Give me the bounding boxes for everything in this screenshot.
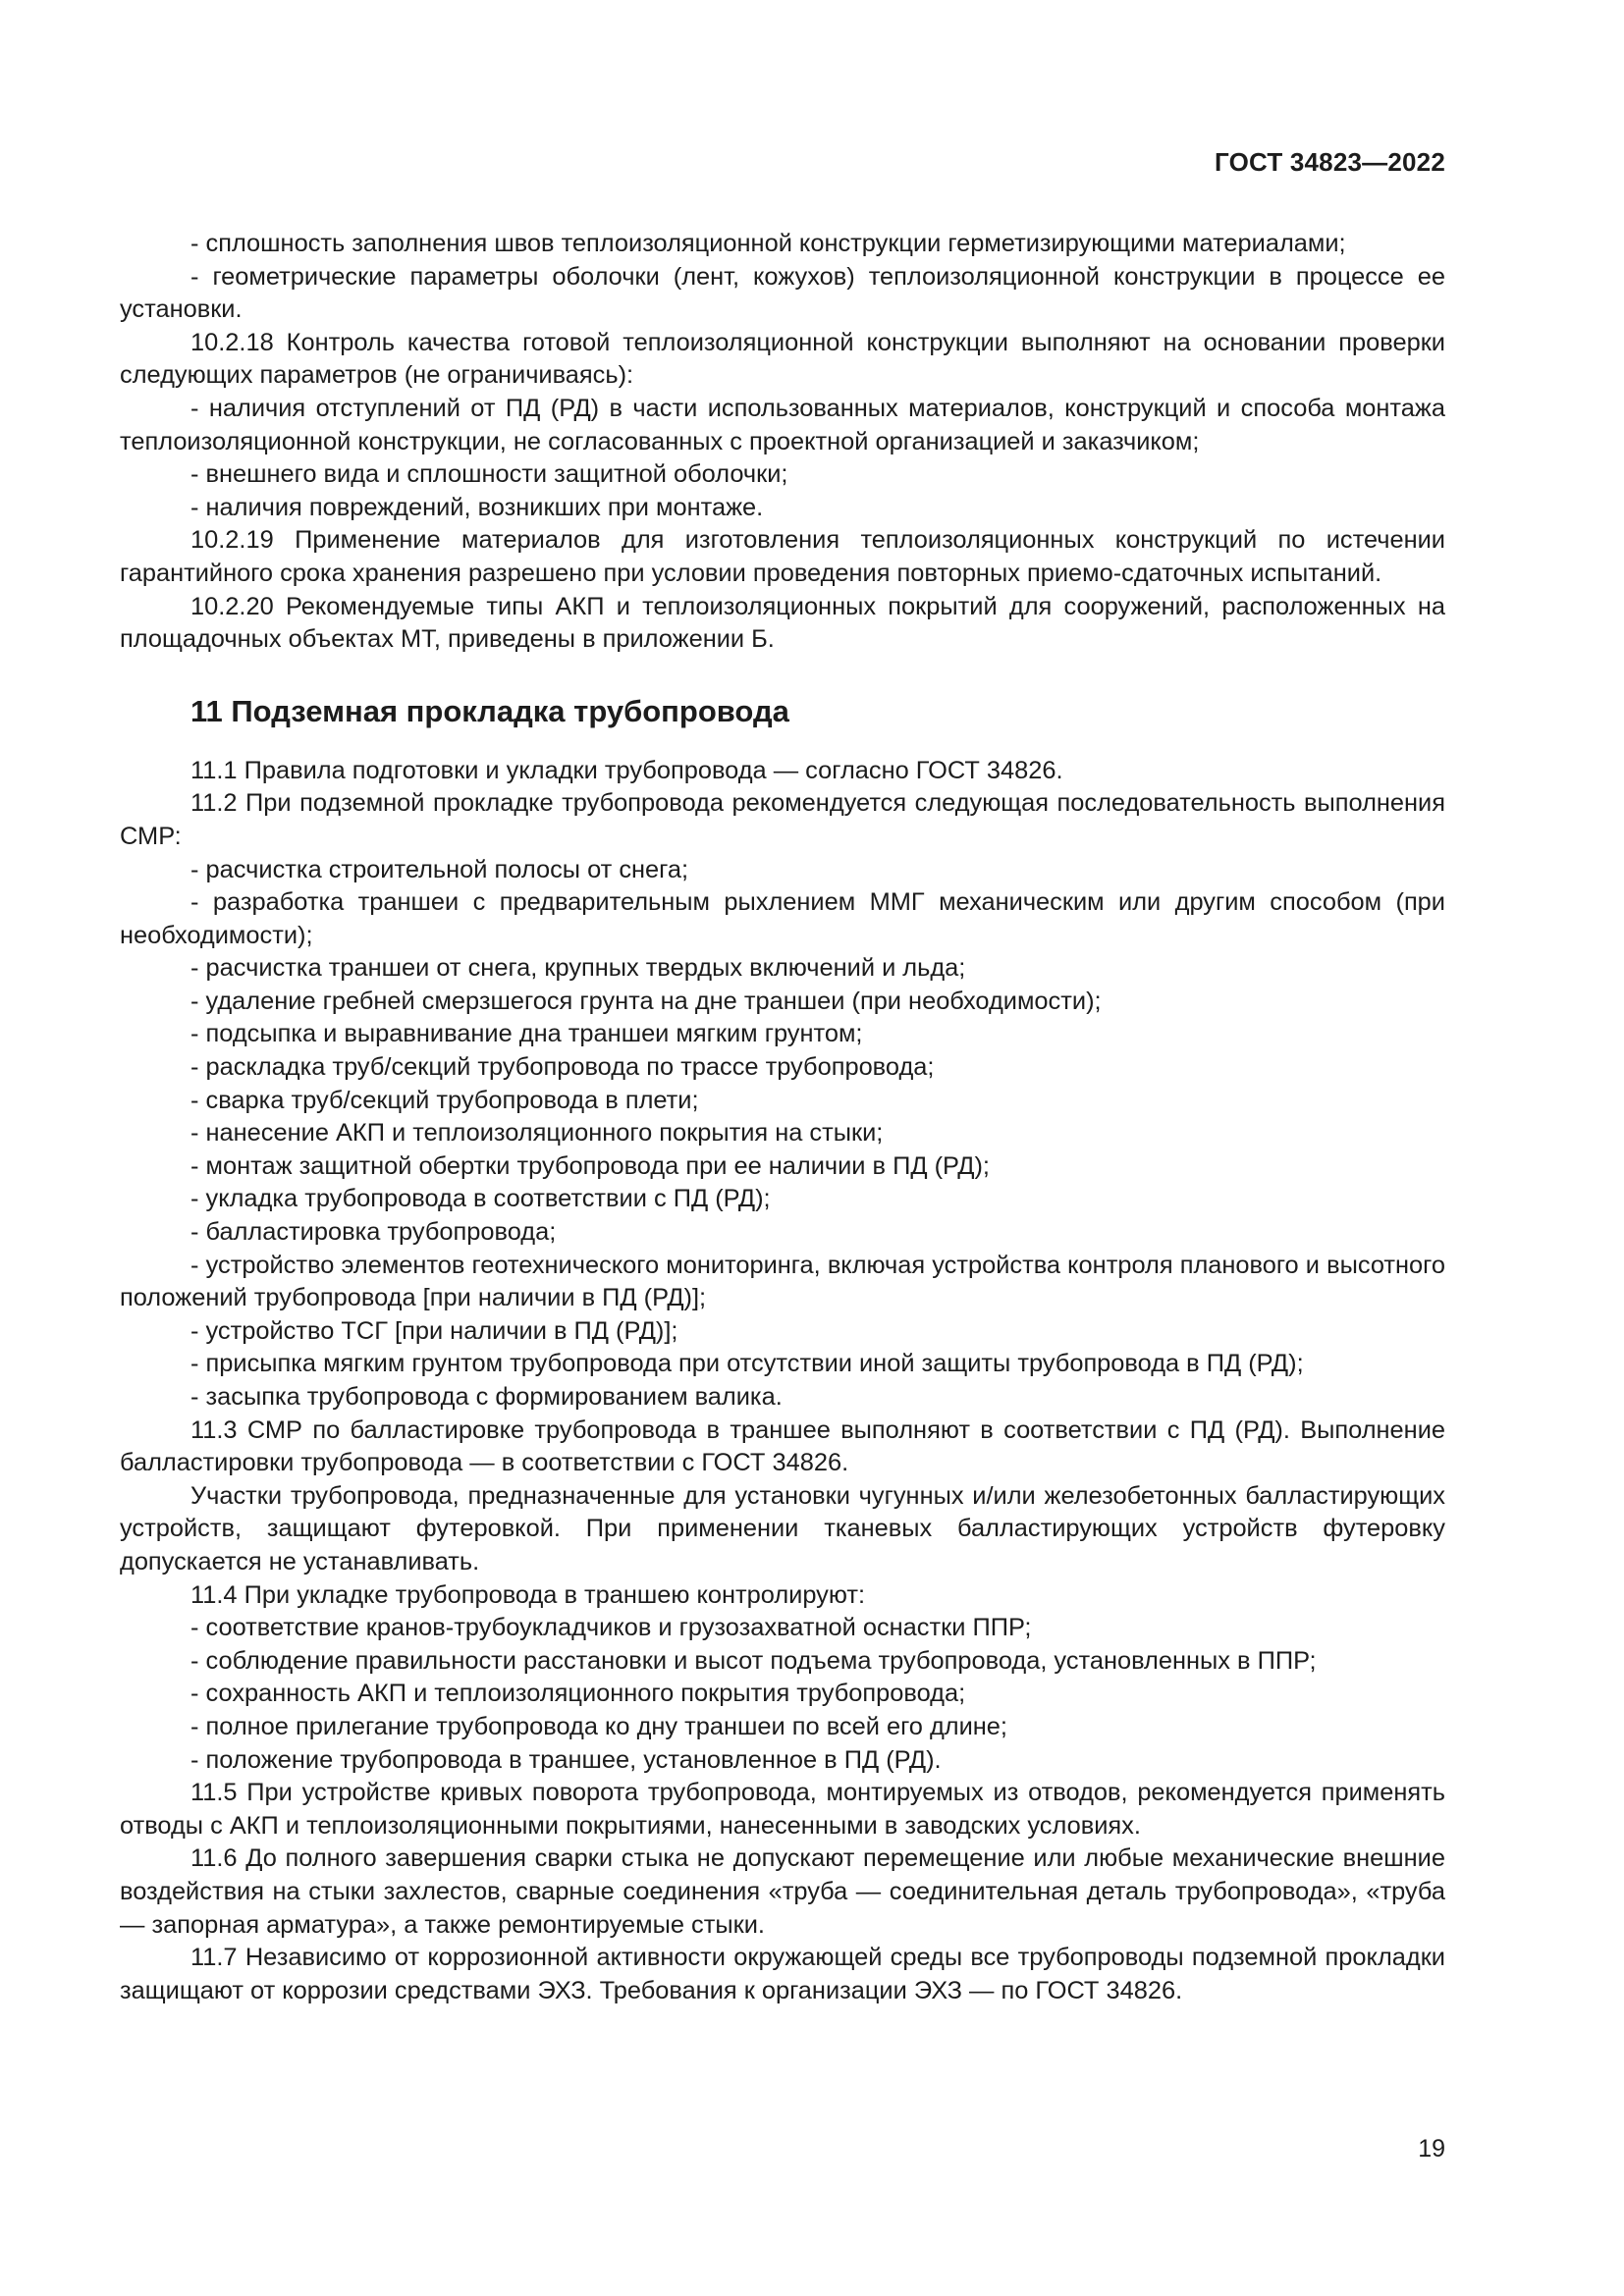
list-item: - наличия отступлений от ПД (РД) в части использованных материалов, конструкций и способа монтажа теплоизоляционной конструкции, не согласованных с проектной организацией и заказчиком; — [120, 394, 1445, 455]
list-item: - балластировка трубопровода; — [190, 1218, 557, 1247]
list-item: - присыпка мягким грунтом трубопровода при отсутствии иной защиты трубопровода в ПД (РД); — [190, 1350, 1304, 1378]
paragraph-lining: Участки трубопровода, предназначенные для установки чугунных и/или железобетонных балластирующих устройств, защищают футеровкой. При применении тканевых балластирующих устройств футеровку допускается не устанавливать. — [120, 1481, 1445, 1575]
list-item: - удаление гребней смерзшегося грунта на дне траншеи (при необходимости); — [190, 987, 1102, 1015]
list-item: - положение трубопровода в траншее, установленное в ПД (РД). — [190, 1745, 942, 1774]
list-item: - устройство ТСГ [при наличии в ПД (РД)]; — [190, 1316, 678, 1345]
list-item: - расчистка траншеи от снега, крупных твердых включений и льда; — [190, 954, 966, 983]
paragraph-11-4: 11.4 При укладке трубопровода в траншею контролируют: — [190, 1580, 866, 1609]
list-item: - сохранность АКП и теплоизоляционного покрытия трубопровода; — [190, 1680, 966, 1708]
list-item: - засыпка трубопровода с формированием валика. — [190, 1383, 783, 1411]
list-item: - монтаж защитной обертки трубопровода при ее наличии в ПД (РД); — [190, 1151, 990, 1180]
list-item: - нанесение АКП и теплоизоляционного покрытия на стыки; — [190, 1119, 884, 1148]
paragraph-11-5: 11.5 При устройстве кривых поворота трубопровода, монтируемых из отводов, рекомендуется применять отводы с АКП и теплоизоляционными покрытиями, нанесенными в заводских условиях. — [120, 1779, 1445, 1840]
list-item: - устройство элементов геотехнического мониторинга, включая устройства контроля планового и высотного положений трубопровода [при наличии в ПД (РД)]; — [120, 1251, 1445, 1312]
list-item: - сплошность заполнения швов теплоизоляционной конструкции герметизирующими материалами; — [190, 230, 1346, 257]
section-11-body — [120, 755, 1445, 2008]
section-title: 11 Подземная прокладка трубопровода — [190, 693, 789, 728]
document-header: ГОСТ 34823—2022 — [1215, 147, 1445, 177]
paragraph-11-3: 11.3 СМР по балластировке трубопровода в траншее выполняют в соответствии с ПД (РД). Выполнение балластировки трубопровода — в соответствии с ГОСТ 34826. — [120, 1415, 1445, 1477]
list-item: - укладка трубопровода в соответствии с ПД (РД); — [190, 1185, 771, 1213]
list-item: - наличия повреждений, возникших при монтаже. — [190, 493, 764, 521]
paragraph-10-2-18: 10.2.18 Контроль качества готовой теплоизоляционной конструкции выполняют на основании проверки следующих параметров (не ограничиваясь): — [120, 328, 1445, 390]
list-item: - разработка траншеи с предварительным рыхлением ММГ механическим или другим способом (при необходимости); — [120, 888, 1445, 949]
list-item: - соблюдение правильности расстановки и высот подъема трубопровода, установленных в ППР; — [190, 1646, 1317, 1675]
list-item: - полное прилегание трубопровода ко дну траншеи по всей его длине; — [190, 1712, 1007, 1740]
paragraph-11-2: 11.2 При подземной прокладке трубопровода рекомендуется следующая последовательность выполнения СМР: — [120, 789, 1445, 850]
list-item: - подсыпка и выравнивание дна траншеи мягким грунтом; — [190, 1020, 863, 1048]
list-item: - геометрические параметры оболочки (лент, кожухов) теплоизоляционной конструкции в процессе ее установки. — [120, 262, 1445, 324]
paragraph-11-6: 11.6 До полного завершения сварки стыка не допускают перемещение или любые механические внешние воздействия на стыки захлестов, сварные соединения «труба — соединительная деталь трубопровода», «труба — запорная арматура», а также ремонтируемые стыки. — [120, 1844, 1445, 1939]
section-10-continuation — [120, 228, 1445, 657]
list-item: - раскладка труб/секций трубопровода по трассе трубопровода; — [190, 1053, 935, 1082]
list-item: - сварка труб/секций трубопровода в плети; — [190, 1086, 699, 1114]
list-item: - внешнего вида и сплошности защитной оболочки; — [190, 460, 788, 489]
list-item: - соответствие кранов-трубоукладчиков и грузозахватной оснастки ППР; — [190, 1614, 1032, 1642]
paragraph-11-1: 11.1 Правила подготовки и укладки трубопровода — согласно ГОСТ 34826. — [190, 756, 1063, 784]
page-number: 19 — [1418, 2135, 1445, 2163]
list-item: - расчистка строительной полосы от снега; — [190, 855, 689, 883]
paragraph-10-2-20: 10.2.20 Рекомендуемые типы АКП и теплоизоляционных покрытий для сооружений, расположенных на площадочных объектах МТ, приведены в приложении Б. — [120, 592, 1445, 654]
paragraph-11-7: 11.7 Независимо от коррозионной активности окружающей среды все трубопроводы подземной прокладки защищают от коррозии средствами ЭХЗ. Требования к организации ЭХЗ — по ГОСТ 34826. — [120, 1944, 1445, 2004]
page-content — [120, 228, 1445, 2007]
paragraph-10-2-19: 10.2.19 Применение материалов для изготовления теплоизоляционных конструкций по истечении гарантийного срока хранения разрешено при условии проведения повторных приемо-сдаточных испытаний. — [120, 526, 1445, 587]
